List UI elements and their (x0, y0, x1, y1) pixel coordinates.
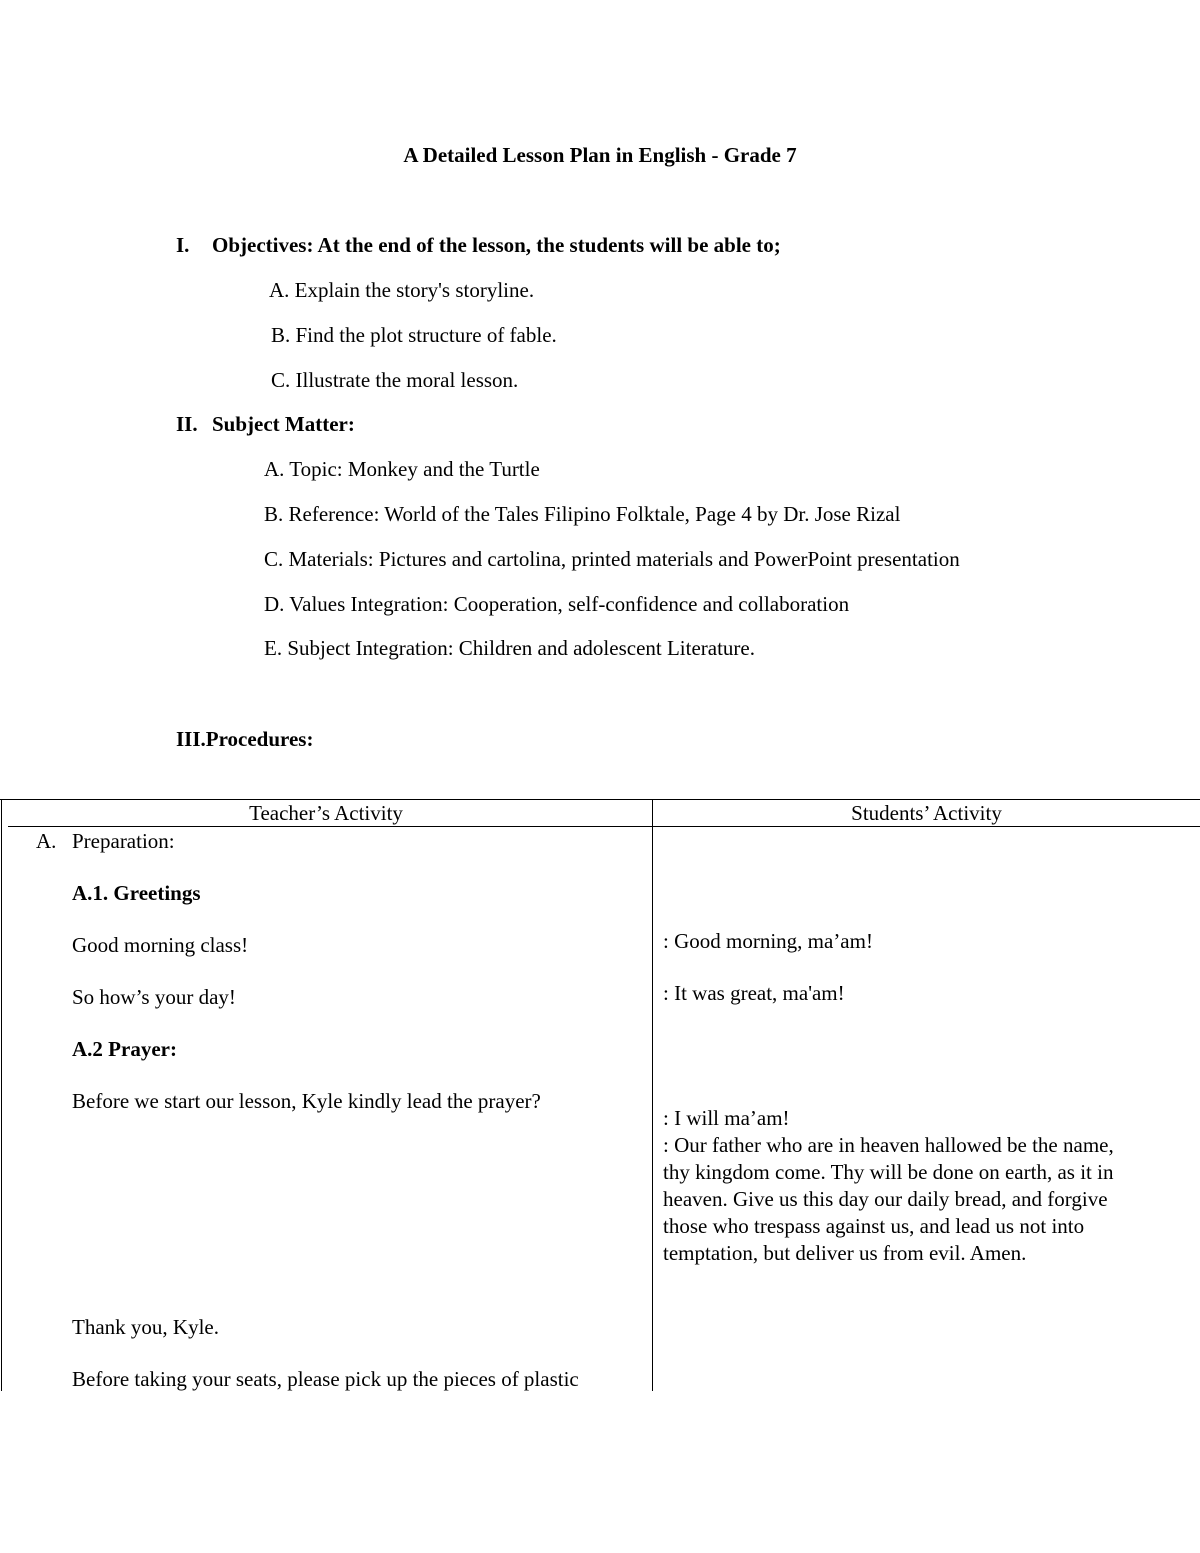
teacher-prayer-request: Before we start our lesson, Kyle kindly lead the prayer? (72, 1089, 541, 1113)
student-prayer-line: : Our father who are in heaven hallowed be the name, (663, 1133, 1114, 1157)
student-greeting-reply: : Good morning, ma’am! (663, 929, 873, 953)
preparation-letter: A. (36, 829, 57, 853)
teacher-greeting: Good morning class! (72, 933, 249, 957)
table-header-border (8, 826, 1200, 827)
procedures-table (0, 799, 1200, 1391)
table-column-divider (652, 799, 653, 1391)
objectives-heading-text: Objectives: At the end of the lesson, the students will be able to; (212, 233, 781, 257)
subject-matter-item: E. Subject Integration: Children and adolescent Literature. (264, 636, 755, 660)
teacher-activity-header: Teacher’s Activity (249, 801, 403, 825)
subject-matter-heading (176, 412, 355, 437)
student-prayer-block (663, 1105, 1114, 1267)
objective-item: B. Find the plot structure of fable. (271, 323, 557, 347)
teacher-thanks: Thank you, Kyle. (72, 1315, 219, 1339)
prayer-heading: A.2 Prayer: (72, 1037, 177, 1061)
subject-matter-item: A. Topic: Monkey and the Turtle (264, 457, 540, 481)
student-prayer-line: : I will ma’am! (663, 1106, 790, 1130)
subject-matter-heading-text: Subject Matter: (212, 412, 355, 436)
subject-matter-item: B. Reference: World of the Tales Filipino Folktale, Page 4 by Dr. Jose Rizal (264, 502, 901, 526)
student-prayer-line: thy kingdom come. Thy will be done on earth, as it in (663, 1160, 1114, 1184)
subject-matter-item: D. Values Integration: Cooperation, self-confidence and collaboration (264, 592, 850, 616)
table-left-border (1, 799, 2, 1391)
table-top-border (0, 799, 1200, 800)
procedures-heading: III.Procedures: (176, 727, 314, 751)
teacher-how-question: So how’s your day! (72, 985, 236, 1009)
preparation-label: Preparation: (72, 829, 175, 853)
students-activity-header: Students’ Activity (851, 801, 1002, 825)
student-prayer-line: temptation, but deliver us from evil. Amen. (663, 1241, 1027, 1265)
teacher-before-seats: Before taking your seats, please pick up the pieces of plastic (72, 1367, 579, 1391)
subject-matter-item: C. Materials: Pictures and cartolina, printed materials and PowerPoint presentation (264, 547, 960, 571)
student-prayer-line: those who trespass against us, and lead us not into (663, 1214, 1085, 1238)
document-title: A Detailed Lesson Plan in English - Grade 7 (403, 143, 797, 167)
objectives-numeral: I. (176, 233, 190, 257)
objective-item: C. Illustrate the moral lesson. (271, 368, 519, 392)
student-prayer-line: heaven. Give us this day our daily bread, and forgive (663, 1187, 1108, 1211)
student-day-reply: : It was great, ma'am! (663, 981, 845, 1005)
objective-item: A. Explain the story's storyline. (269, 278, 535, 302)
objectives-heading (176, 233, 781, 258)
greetings-heading: A.1. Greetings (72, 881, 201, 905)
subject-matter-numeral: II. (176, 412, 198, 436)
